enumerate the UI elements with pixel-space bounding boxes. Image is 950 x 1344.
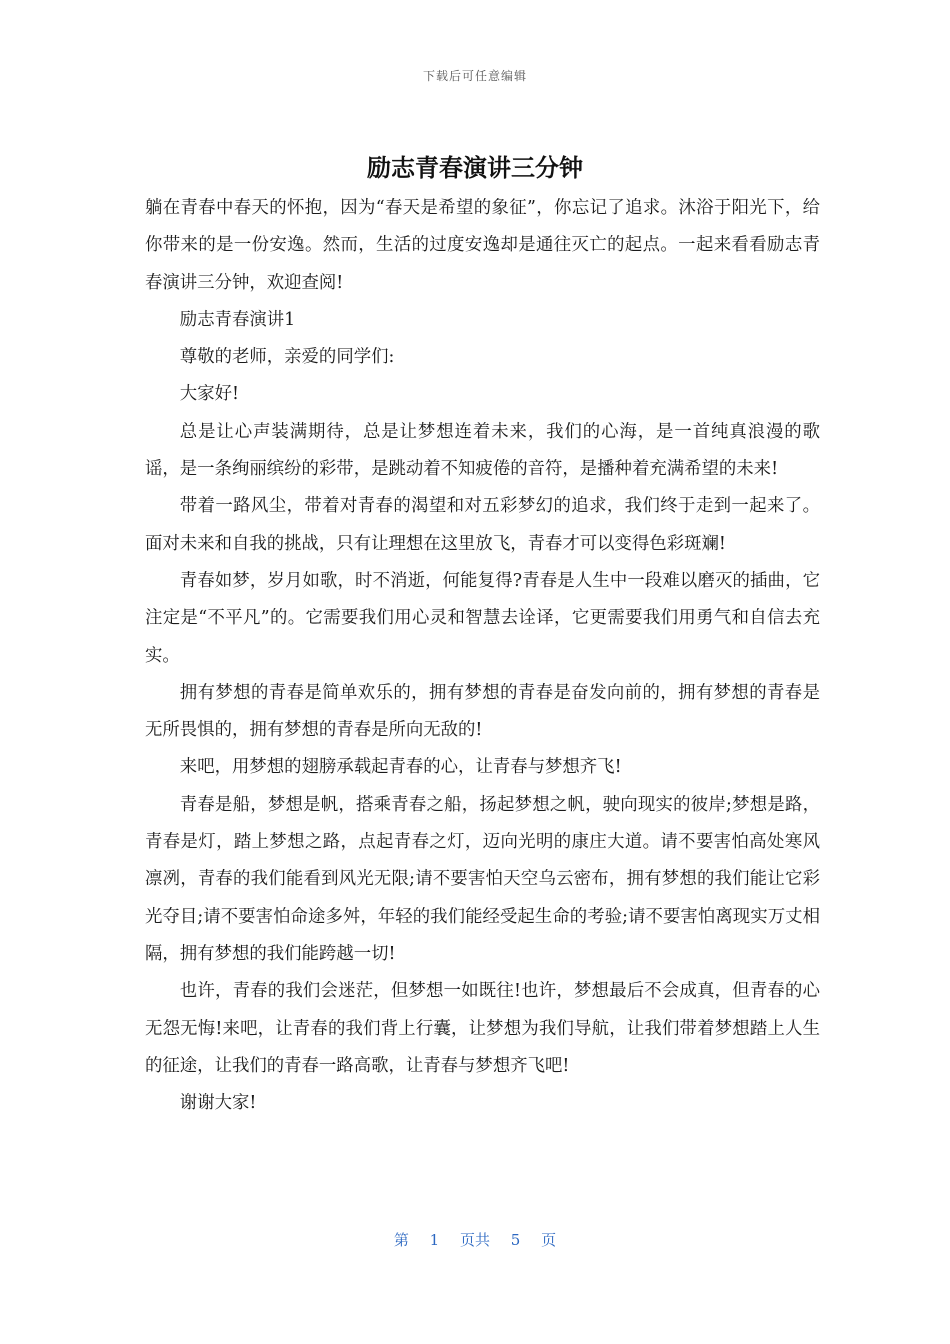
section-heading: 励志青春演讲1 (179, 309, 296, 330)
total-pages: 5 (510, 1231, 521, 1249)
current-page: 1 (429, 1231, 440, 1249)
greeting: 大家好! (179, 384, 239, 405)
page-label-mid: 页共 (459, 1231, 490, 1249)
body-paragraph: 来吧，用梦想的翅膀承载起青春的心，让青春与梦想齐飞! (179, 757, 622, 778)
body-paragraph: 拥有梦想的青春是简单欢乐的，拥有梦想的青春是奋发向前的，拥有梦想的青春是无所畏惧的，拥有梦想的青春是所向无敌的! (145, 682, 820, 741)
download-note: 下载后可任意编辑 (422, 69, 527, 83)
body-paragraph: 青春是船，梦想是帆，搭乘青春之船，扬起梦想之帆，驶向现实的彼岸;梦想是路，青春是灯，踏上梦想之路，点起青春之灯，迈向光明的康庄大道。请不要害怕高处寒风凛冽，青春的我们能看到风光无限;请不要害怕天空乌云密布，拥有梦想的我们能让它彩光夺目;请不要害怕命途多舛，年轻的我们能经受起生命的考验;请不要害怕离现实万丈相隔，拥有梦想的我们能跨越一切! (145, 794, 820, 964)
body-paragraph: 也许，青春的我们会迷茫，但梦想一如既往!也许，梦想最后不会成真，但青春的心无怨无悔!来吧，让青春的我们背上行囊，让梦想为我们导航，让我们带着梦想踏上人生的征途，让我们的青春一路高歌，让青春与梦想齐飞吧! (145, 981, 820, 1076)
page-label-suffix: 页 (541, 1231, 557, 1249)
intro-paragraph: 躺在青春中春天的怀抱，因为“春天是希望的象征”，你忘记了追求。沐浴于阳光下，给你带来的是一份安逸。然而，生活的过度安逸却是通往灭亡的起点。一起来看看励志青春演讲三分钟，欢迎查阅! (145, 198, 820, 293)
salutation: 尊敬的老师，亲爱的同学们: (179, 347, 395, 368)
page-label-prefix: 第 (393, 1231, 409, 1249)
page-number-footer (0, 1229, 950, 1250)
body-paragraph: 青春如梦，岁月如歌，时不消逝，何能复得?青春是人生中一段难以磨灭的插曲，它注定是“不平凡”的。它需要我们用心灵和智慧去诠译，它更需要我们用勇气和自信去充实。 (145, 570, 820, 666)
body-paragraph: 带着一路风尘，带着对青春的渴望和对五彩梦幻的追求，我们终于走到一起来了。面对未来和自我的挑战，只有让理想在这里放飞，青春才可以变得色彩斑斓! (145, 496, 820, 554)
document-body (145, 190, 820, 1122)
closing-line: 谢谢大家! (179, 1093, 257, 1114)
body-paragraph: 总是让心声装满期待，总是让梦想连着未来，我们的心海，是一首纯真浪漫的歌谣，是一条绚丽缤纷的彩带，是跳动着不知疲倦的音符，是播种着充满希望的未来! (145, 421, 820, 480)
document-title: 励志青春演讲三分钟 (367, 154, 583, 182)
